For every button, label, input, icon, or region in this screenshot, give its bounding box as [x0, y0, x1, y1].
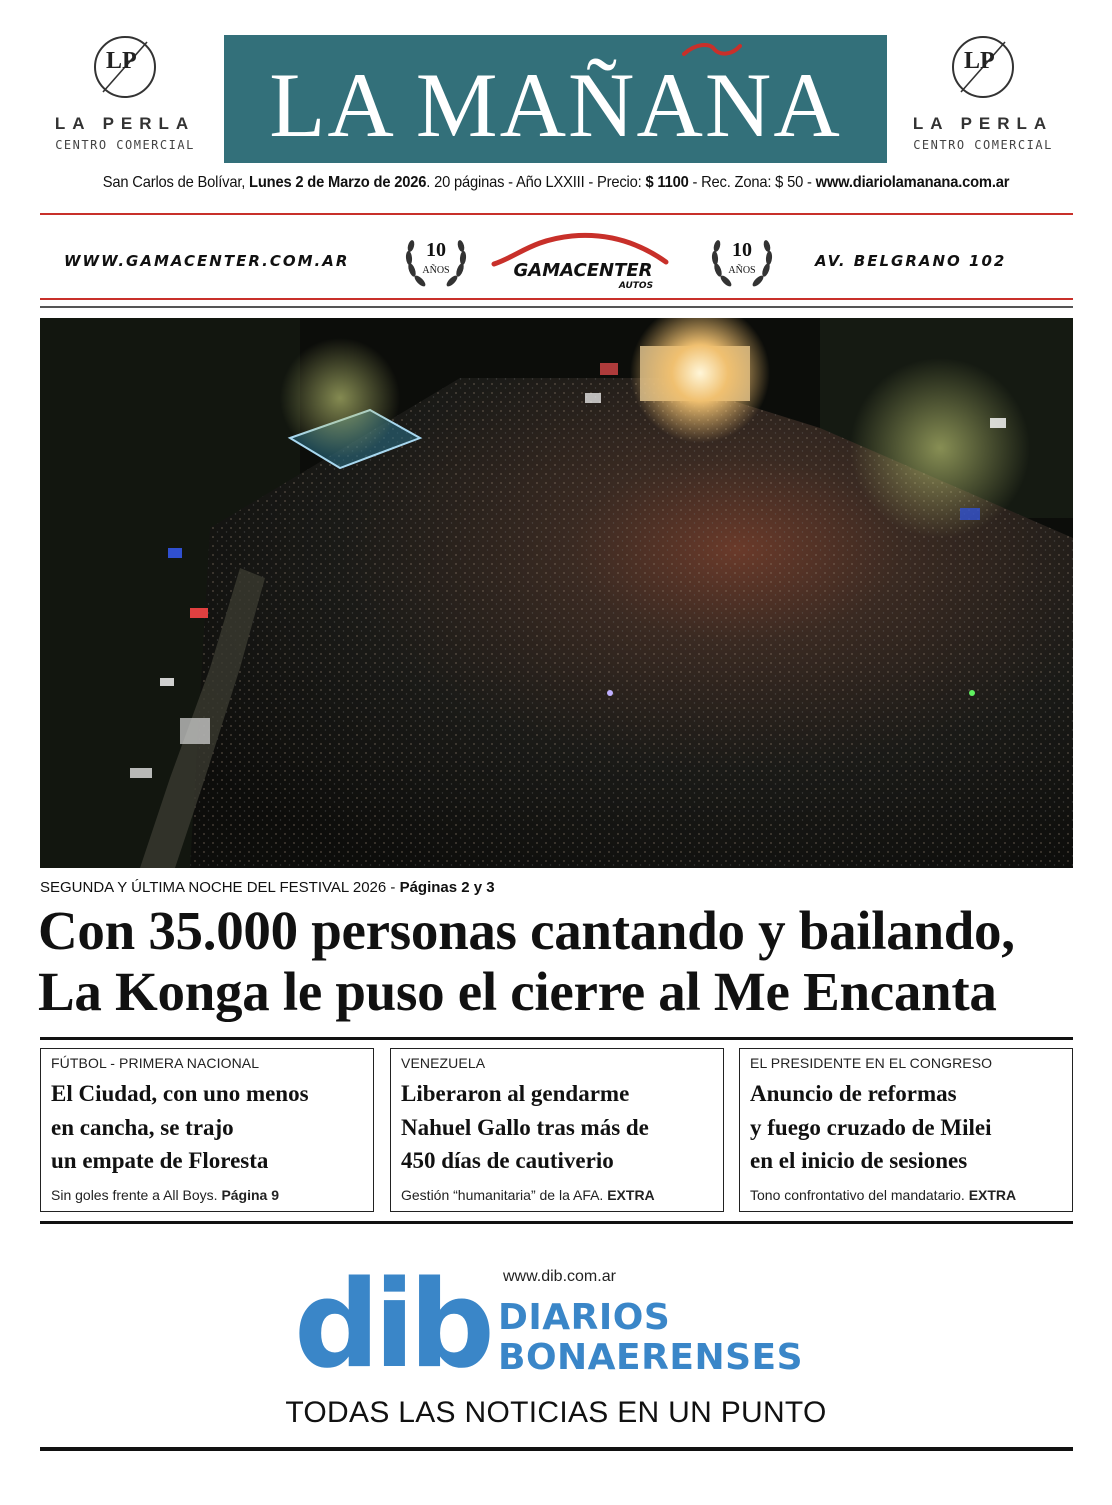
- divider-black: [40, 1221, 1073, 1224]
- story-title-line: en el inicio de sesiones: [750, 1148, 968, 1173]
- story-title: [401, 1077, 713, 1178]
- divider-red: [40, 213, 1073, 215]
- story-title-line: en cancha, se trajo: [51, 1114, 234, 1140]
- story-footer-text: Tono confrontativo del mandatario.: [750, 1187, 969, 1203]
- story-kicker: EL PRESIDENTE EN EL CONGRESO: [750, 1055, 993, 1071]
- story-footer-ref: EXTRA: [968, 1187, 1017, 1203]
- dateline: [44, 174, 1067, 192]
- dateline-site: www.diariolamanana.com.ar: [815, 174, 1010, 191]
- newspaper-title: LA MAÑANA: [269, 54, 842, 156]
- sponsor-la-perla-left: [30, 34, 220, 152]
- badge-word: AÑOS: [422, 265, 450, 276]
- story-footer: [750, 1187, 1016, 1203]
- gama-brand-sub: AUTOS: [618, 281, 654, 291]
- badge-number: 10: [732, 239, 752, 261]
- story-footer-ref: Página 9: [221, 1187, 280, 1203]
- story-footer: [401, 1187, 655, 1203]
- main-kicker-text: SEGUNDA Y ÚLTIMA NOCHE DEL FESTIVAL 2026 -: [40, 879, 400, 896]
- story-title-line: El Ciudad, con uno menos: [51, 1081, 309, 1106]
- story-title-line: 450 días de cautiverio: [401, 1148, 614, 1173]
- sponsor-subtitle: CENTRO COMERCIAL: [913, 138, 1053, 152]
- main-headline: [38, 900, 1088, 1022]
- dib-name-1: DIARIOS: [498, 1297, 671, 1338]
- story-title-line: Liberaron al gendarme: [401, 1081, 630, 1106]
- logo-letters: LP: [964, 48, 995, 74]
- gamacenter-logo: [488, 228, 678, 294]
- headline-line-2: La Konga le puso el cierre al Me Encanta: [38, 961, 997, 1022]
- dib-url: www.dib.com.ar: [503, 1268, 616, 1285]
- story-title-line: y fuego cruzado de Milei: [750, 1114, 992, 1140]
- anniversary-laurel-icon: [706, 226, 778, 298]
- story-kicker: VENEZUELA: [401, 1055, 486, 1071]
- sponsor-la-perla-right: [888, 34, 1078, 152]
- logo-letter-l: LP: [106, 48, 137, 74]
- photo-illustration: [40, 318, 1073, 868]
- dateline-place: San Carlos de Bolívar,: [102, 174, 250, 191]
- dateline-date: Lunes 2 de Marzo de 2026: [249, 174, 427, 191]
- dib-name-2: BONAERENSES: [498, 1337, 804, 1378]
- la-perla-logo-icon: [92, 34, 158, 100]
- story-box-futbol[interactable]: [40, 1048, 374, 1212]
- sponsor-subtitle: CENTRO COMERCIAL: [55, 138, 195, 152]
- dateline-price: $ 1100: [645, 174, 689, 191]
- story-title-line: Nahuel Gallo tras más de: [401, 1114, 649, 1140]
- gama-brand-name: GAMACENTER: [513, 260, 653, 281]
- dateline-rest: - Rec. Zona: $ 50 -: [688, 174, 816, 191]
- sponsor-name: LA PERLA: [912, 114, 1054, 133]
- dateline-pages: . 20 páginas - Año LXXIII - Precio:: [426, 174, 646, 191]
- divider-black: [40, 1037, 1073, 1040]
- story-footer: [51, 1187, 279, 1203]
- dib-tagline: TODAS LAS NOTICIAS EN UN PUNTO: [285, 1396, 827, 1429]
- main-kicker: [40, 879, 495, 896]
- story-box-venezuela[interactable]: [390, 1048, 724, 1212]
- concert-crowd-aerial-photo: [40, 318, 1073, 868]
- main-kicker-pages: Páginas 2 y 3: [399, 879, 495, 896]
- gama-address: AV. BELGRANO 102: [815, 252, 1007, 270]
- badge-word: AÑOS: [728, 265, 756, 276]
- headline-line-1: Con 35.000 personas cantando y bailando,: [38, 900, 1015, 961]
- dib-logo: [294, 1262, 494, 1380]
- divider-red: [40, 298, 1073, 300]
- story-title-line: Anuncio de reformas: [750, 1081, 957, 1106]
- masthead: [224, 35, 887, 163]
- story-footer-text: Sin goles frente a All Boys.: [51, 1187, 222, 1203]
- story-kicker: FÚTBOL - PRIMERA NACIONAL: [51, 1055, 260, 1071]
- anniversary-laurel-icon: [400, 226, 472, 298]
- badge-number: 10: [426, 239, 446, 261]
- la-perla-logo-icon: [950, 34, 1016, 100]
- story-title: [51, 1077, 363, 1178]
- sponsor-name: LA PERLA: [54, 114, 196, 133]
- story-box-congreso[interactable]: [739, 1048, 1073, 1212]
- divider-black-footer: [40, 1447, 1073, 1451]
- story-title: [750, 1077, 1062, 1178]
- story-footer-ref: EXTRA: [607, 1187, 655, 1203]
- story-footer-text: Gestión “humanitaria” de la AFA.: [401, 1187, 608, 1203]
- gama-url: WWW.GAMACENTER.COM.AR: [64, 252, 350, 270]
- story-title-line: un empate de Floresta: [51, 1148, 269, 1173]
- divider-dark: [40, 306, 1073, 308]
- dib-logo-text: dib: [294, 1262, 489, 1380]
